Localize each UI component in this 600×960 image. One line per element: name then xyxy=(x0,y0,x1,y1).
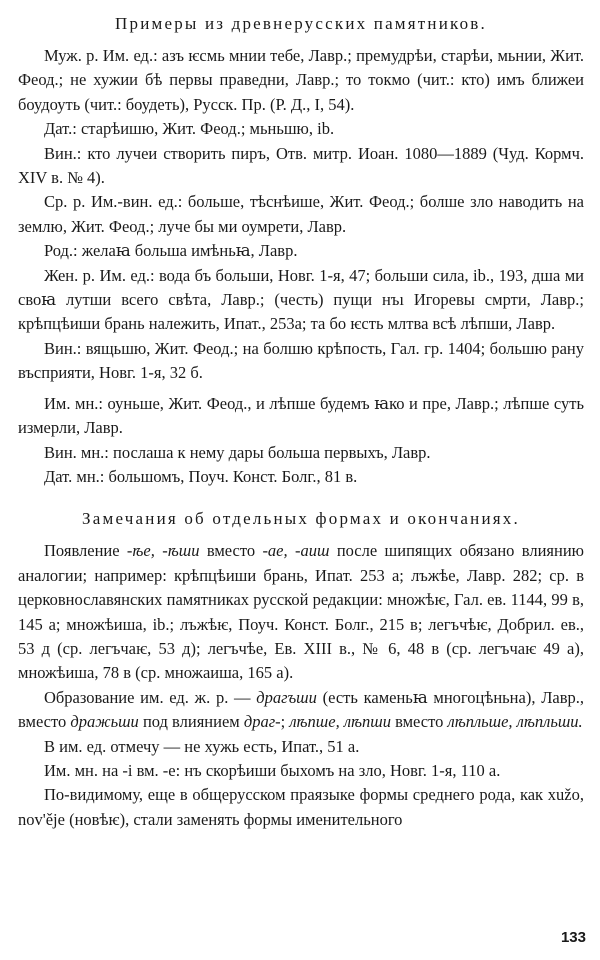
example-paragraph: Дат.: старѣишю, Жит. Феод.; мьньшю, ib. xyxy=(44,119,335,139)
remark-paragraph xyxy=(18,539,584,685)
remark-paragraph: В им. ед. отмечу — не хужь есть, Ипат., 51 а. xyxy=(44,736,360,756)
example-paragraph: Вин.: вящьшю, Жит. Феод.; на болшю крѣпость, Гал. гр. 1404; большю рану въсприяти, Новг. 1-я, 32 б. xyxy=(18,338,584,383)
remark-paragraph: По-видимому, еще в общерусском праязыке формы среднего рода, как xužo, nov'ěje (новѣѥ), стали заменять формы именительного xyxy=(18,785,584,829)
remarks-block xyxy=(18,539,584,832)
italic-form: -ѣе, -ѣши xyxy=(126,541,200,561)
italic-form: дражьши xyxy=(70,712,139,732)
text-run: после шипящих обязано влиянию аналогии; например: крѣпцѣиши брань, Ипат. 253 а; лъжѣе, Лавр. 282; ср. в церковнославянских памятниках русской редакции: множѣѥ, Гал. ев. 1144, 99 в, 145 а; множѣиша, ib.; лъжѣѥ, Поуч. Конст. Болг., 215 в; легъчѣѥ, Добрил. ев., 53 д (ср. легъчаѥ, 53 д); легъчѣе, Ев. XIII в., № 6, 48 в (ср. легъчаѥ 49 а), множѣиша, 78 в (ср. множаиша, 165 а). xyxy=(18,541,584,683)
italic-form: -ае, -аиш xyxy=(262,541,330,561)
example-paragraph: Муж. р. Им. ед.: азъ ѥсмь мнии тебе, Лавр.; премудрѣи, старѣи, мьнии, Жит. Феод.; не хужии бѣ первы праведни, Лавр.; то токмо (чит.: кто) имъ ближеи боудоуть (чит.: боудеть), Русск. Пр. (Р. Д., I, 54). xyxy=(18,46,584,114)
italic-form: драг- xyxy=(243,712,281,732)
text-run: вместо xyxy=(199,541,263,561)
text-run: Появление xyxy=(44,541,127,561)
text-run: под влиянием xyxy=(138,712,244,732)
example-paragraph: Ср. р. Им.-вин. ед.: больше, тѣснѣише, Жит. Феод.; болше зло наводить на землю, Жит. Феод.; луче бы ми оумрети, Лавр. xyxy=(18,192,584,236)
example-paragraph: Жен. р. Им. ед.: вода бъ больши, Новг. 1-я, 47; больши сила, ib., 193, дша ми своꙗ лутши всего свѣта, Лавр.; (честь) пущи нъı Игоревы смрти, Лавр.; крѣпцѣиши брань належить, Ипат., 253а; та бо ѥсть млтва всѣ лѣпши, Лавр. xyxy=(18,265,584,334)
section-heading-examples: Примеры из древнерусских памятников. xyxy=(115,14,487,33)
example-paragraph: Дат. мн.: большомъ, Поуч. Конст. Болг., 81 в. xyxy=(44,466,358,486)
example-paragraph: Им. мн.: оуньше, Жит. Феод., и лѣпше будемъ ꙗко и пре, Лавр.; лѣпше суть измерли, Лавр. xyxy=(18,393,584,438)
example-paragraph: Вин.: кто лучеи створить пиръ, Отв. митр. Иоан. 1080—1889 (Чуд. Кормч. XIV в. № 4). xyxy=(18,143,584,188)
examples-block xyxy=(18,44,584,489)
example-paragraph: Род.: желаꙗ больша имѣньꙗ, Лавр. xyxy=(44,241,298,261)
remark-paragraph: Им. мн. на -i вм. -e: нъ скорѣиши быхомъ на зло, Новг. 1-я, 110 а. xyxy=(44,760,501,780)
example-paragraph: Вин. мн.: послаша к нему дары больша первыхъ, Лавр. xyxy=(44,442,431,462)
section-heading-remarks: Замечания об отдельных формах и окончаниях. xyxy=(82,509,520,529)
italic-form: лѣпльше, лѣпльши. xyxy=(447,712,583,732)
text-run: (есть каменьꙗ многоцѣньна), Лавр., вместо xyxy=(18,687,584,732)
remark-paragraph xyxy=(18,686,584,735)
text-run: ; xyxy=(280,712,290,732)
italic-form: лѣпше, лѣпши xyxy=(289,712,391,732)
page-number: 133 xyxy=(560,929,586,946)
text-run: Образование им. ед. ж. р. — xyxy=(44,687,257,707)
text-run: вместо xyxy=(390,712,448,732)
italic-form: драгъши xyxy=(256,687,317,707)
